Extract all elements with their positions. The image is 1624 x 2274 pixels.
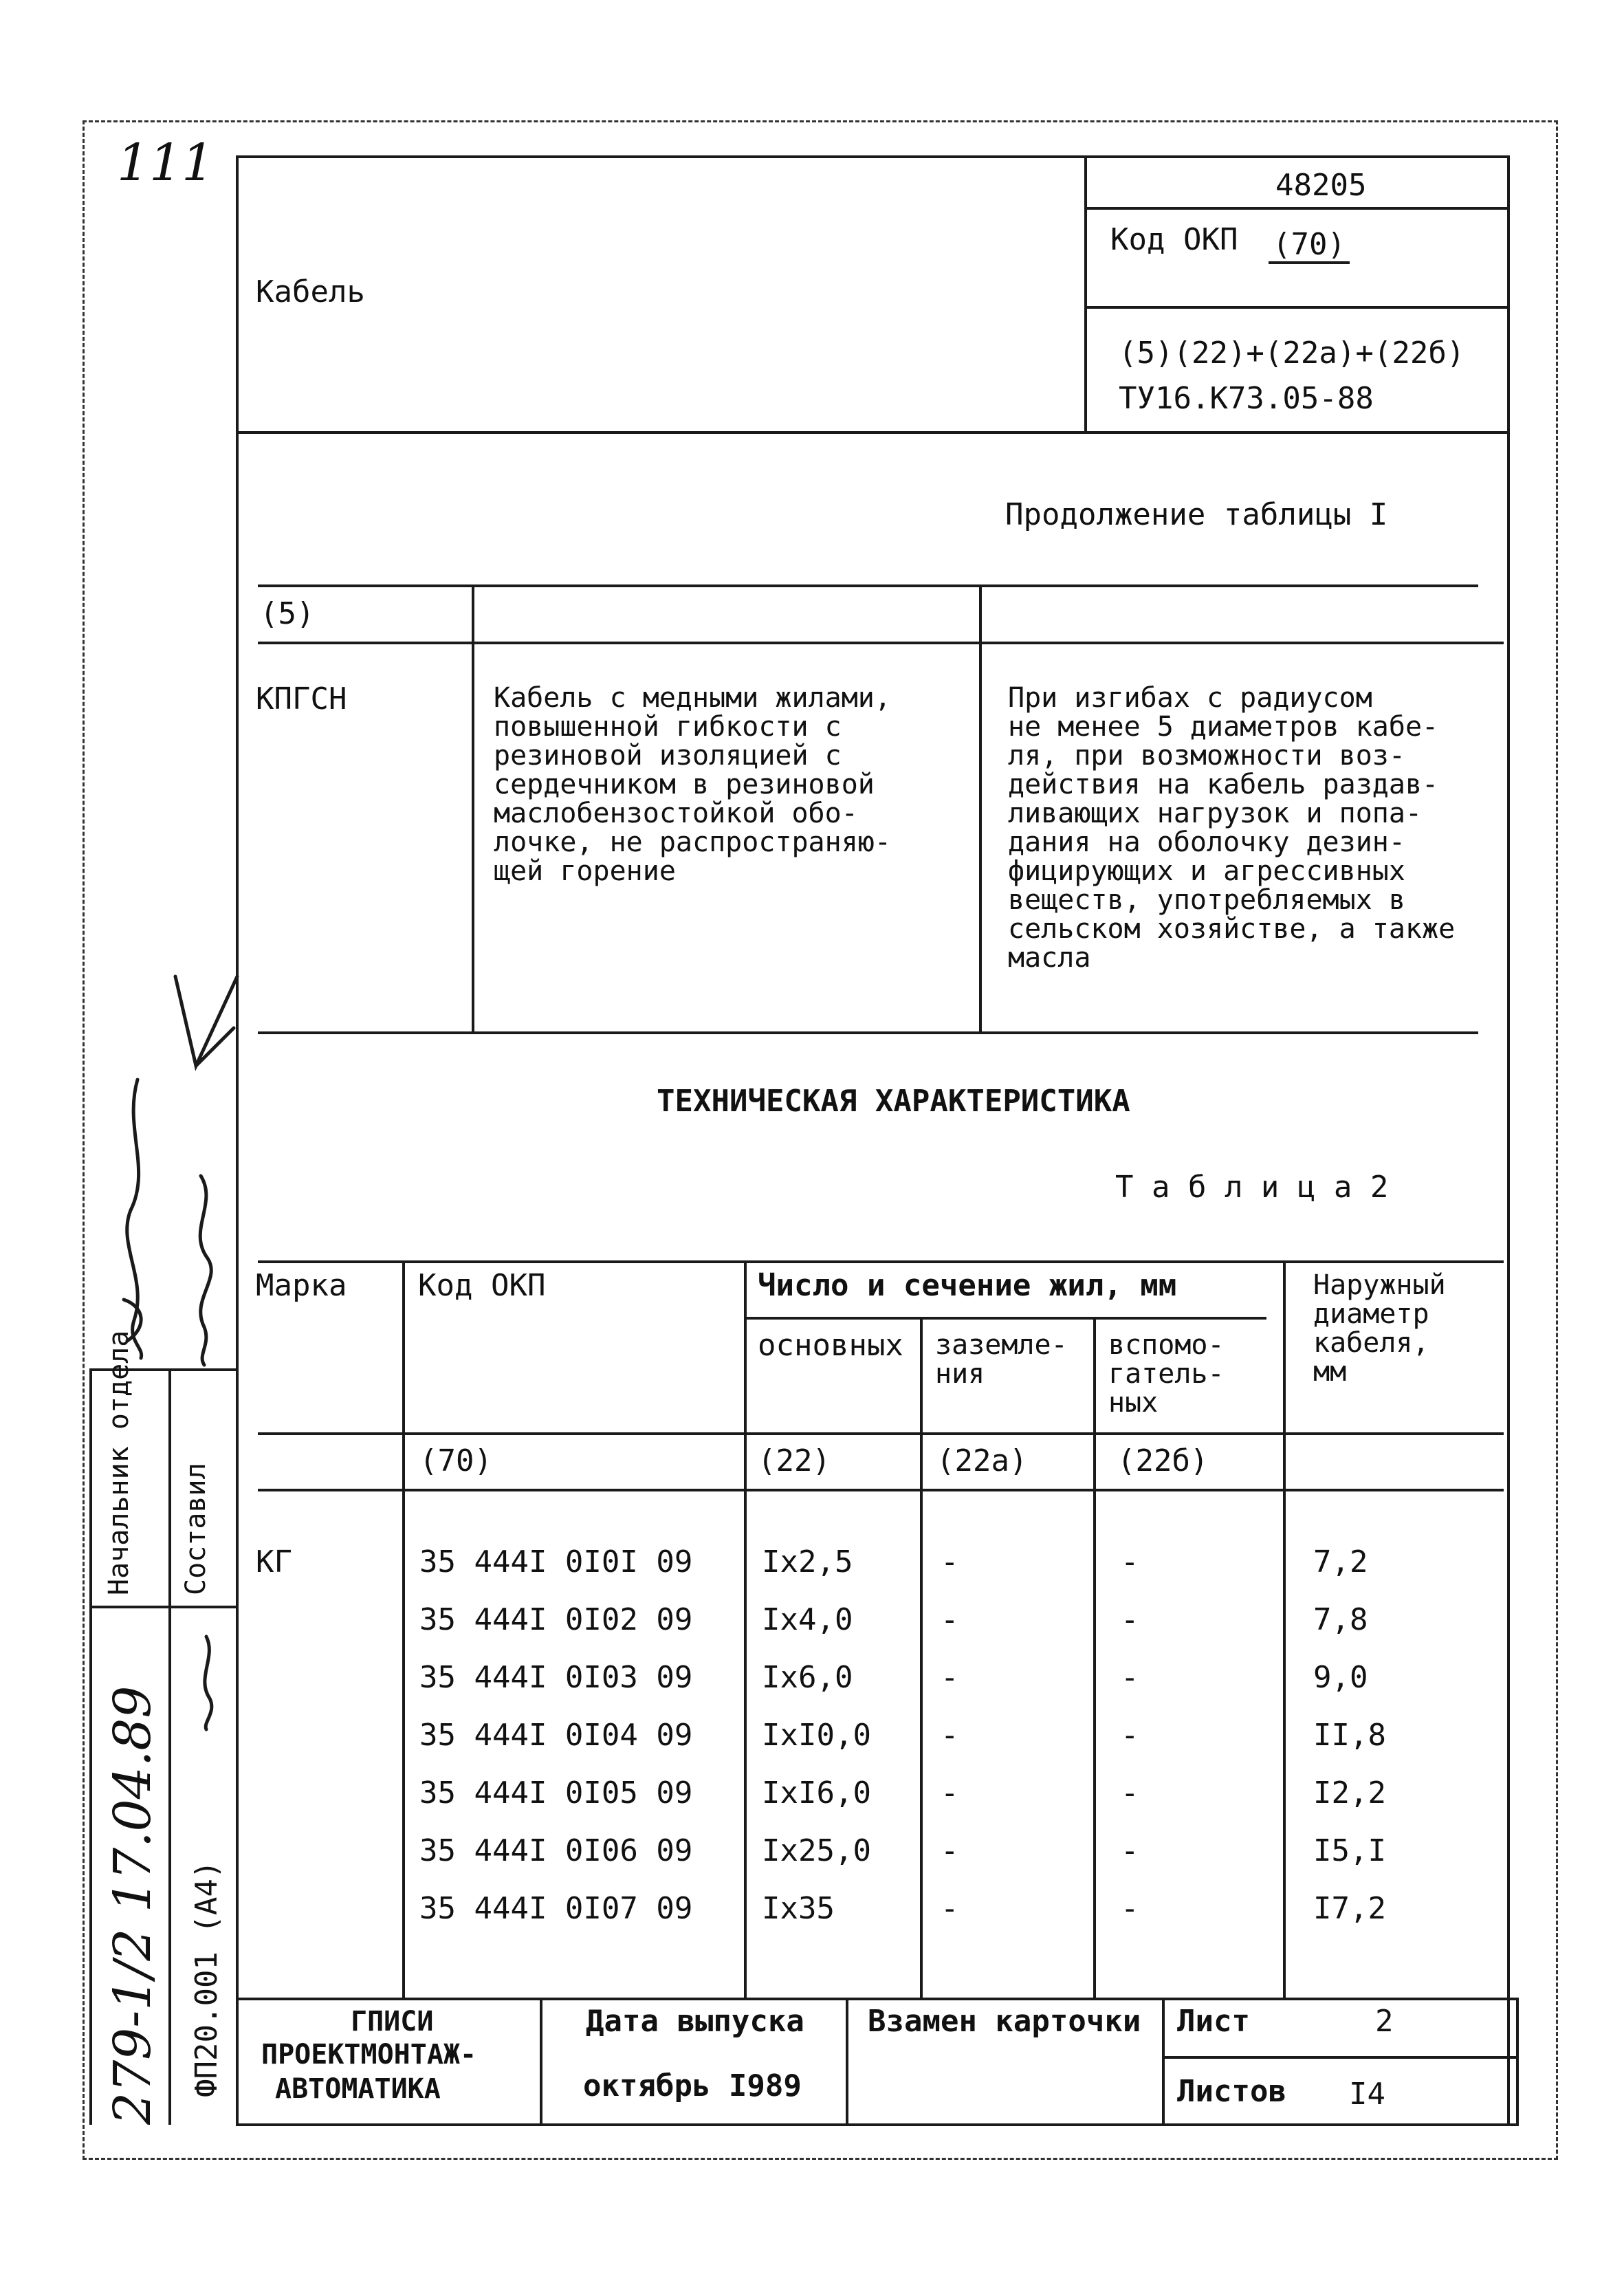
table-row-okp: 35 444I 0I06 09 [419, 1833, 693, 1868]
side-compiled-label: Составил [180, 1463, 212, 1595]
table-row-main: Iх4,0 [762, 1602, 853, 1637]
side-head-label: Начальник отдела [103, 1330, 135, 1595]
table-row-ground: - [941, 1718, 959, 1753]
org-line3: АВТОМАТИКА [275, 2073, 441, 2105]
product-name: Кабель [256, 274, 365, 309]
table-row-ground: - [941, 1775, 959, 1811]
table-row-aux: - [1121, 1602, 1139, 1637]
col-header-aux: вспомо- гатель- ных [1108, 1329, 1225, 1419]
table-row-aux: - [1121, 1544, 1139, 1579]
table-row-okp: 35 444I 0I0I 09 [419, 1544, 693, 1579]
table2-label: Т а б л и ц а 2 [1115, 1170, 1389, 1205]
margin-note: 111 [117, 133, 215, 193]
table-row-diameter: I7,2 [1313, 1891, 1386, 1926]
code-ground: (22а) [936, 1443, 1028, 1478]
table-row-aux: - [1121, 1833, 1139, 1868]
table-row-ground: - [941, 1891, 959, 1926]
table-row-okp: 35 444I 0I02 09 [419, 1602, 693, 1637]
side-doc-code: ФП20.001 (А4) [189, 1860, 224, 2097]
table-row-aux: - [1121, 1660, 1139, 1695]
table-row-aux: - [1121, 1718, 1139, 1753]
okp-label: Код ОКП [1110, 222, 1238, 257]
continuation-title: Продолжение таблицы I [1005, 497, 1388, 532]
sheet-value: 2 [1375, 2004, 1394, 2039]
code-main: (22) [758, 1443, 831, 1478]
issue-date: октябрь I989 [583, 2068, 802, 2103]
code-okp: (70) [419, 1443, 492, 1478]
table-row-main: Iх6,0 [762, 1660, 853, 1695]
tu-number: ТУ16.К73.05-88 [1119, 381, 1374, 416]
tech-title: ТЕХНИЧЕСКАЯ ХАРАКТЕРИСТИКА [657, 1084, 1130, 1119]
table-row-okp: 35 444I 0I04 09 [419, 1718, 693, 1753]
table-row-okp: 35 444I 0I07 09 [419, 1891, 693, 1926]
col-header-mark: Марка [256, 1268, 347, 1303]
table-row-diameter: 7,2 [1313, 1544, 1368, 1579]
table-row-diameter: II,8 [1313, 1718, 1386, 1753]
table1-description: Кабель с медными жилами, повышенной гибкости с резиновой изоляцией с сердечником в резиновой маслобензостойкой обо- лочке, не распространяю- щей горение [494, 682, 891, 887]
table-row-diameter: 9,0 [1313, 1660, 1368, 1695]
table2-mark: КГ [256, 1544, 292, 1579]
sheet-label: Лист [1177, 2004, 1250, 2039]
check-mark [168, 963, 244, 1080]
doc-number: 48205 [1275, 168, 1367, 203]
table1-mark: КПГСН [256, 681, 347, 717]
table-row-aux: - [1121, 1775, 1139, 1811]
col-header-main: основных [758, 1328, 903, 1363]
code-aux: (22б) [1117, 1443, 1209, 1478]
table1-application: При изгибах с радиусом не менее 5 диаметров кабе- ля, при возможности воз- действия на кабель раздав- ливающих нагрузок и попа- дания на оболочку дезин- фицирующих и агрессивных веществ, употребляемых в сельском хозяйстве, а также масла [1008, 682, 1456, 974]
col-header-okp: Код ОКП [418, 1268, 546, 1303]
table-row-diameter: I2,2 [1313, 1775, 1386, 1811]
table-row-ground: - [941, 1544, 959, 1579]
org-line2: ПРОЕКТМОНТАЖ- [261, 2039, 477, 2070]
table-row-ground: - [941, 1833, 959, 1868]
okp-code: (70) [1269, 230, 1350, 264]
signature-head [110, 1073, 165, 1362]
table1-col-code: (5) [260, 596, 315, 631]
table-row-main: IхI6,0 [762, 1775, 871, 1811]
table-row-ground: - [941, 1660, 959, 1695]
col-header-ground: заземле- ния [935, 1329, 1068, 1390]
side-hand-date: 279-1/2 17.04.89 [103, 1685, 162, 2125]
table-row-okp: 35 444I 0I05 09 [419, 1775, 693, 1811]
spec-formula: (5)(22)+(22а)+(22б) [1119, 336, 1465, 371]
table-row-main: Iх2,5 [762, 1544, 853, 1579]
sheets-value: I4 [1349, 2077, 1385, 2112]
table-row-diameter: I5,I [1313, 1833, 1386, 1868]
table-row-main: Iх35 [762, 1891, 835, 1926]
main-frame [236, 155, 1510, 2126]
issue-label: Дата выпуска [586, 2004, 804, 2039]
col-header-cores: Число и сечение жил, мм [758, 1268, 1177, 1303]
table-row-ground: - [941, 1602, 959, 1637]
sheets-label: Листов [1177, 2074, 1286, 2109]
signature-compiler [180, 1169, 228, 1368]
table-row-aux: - [1121, 1891, 1139, 1926]
table-row-diameter: 7,8 [1313, 1602, 1368, 1637]
table-row-main: IхI0,0 [762, 1718, 871, 1753]
col-header-diameter: Наружный диаметр кабеля, мм [1313, 1269, 1446, 1388]
signature-check [186, 1630, 227, 1733]
replace-label: Взамен карточки [868, 2004, 1141, 2039]
org-line1: ГПИСИ [351, 2006, 434, 2037]
table-row-okp: 35 444I 0I03 09 [419, 1660, 693, 1695]
table-row-main: Iх25,0 [762, 1833, 871, 1868]
